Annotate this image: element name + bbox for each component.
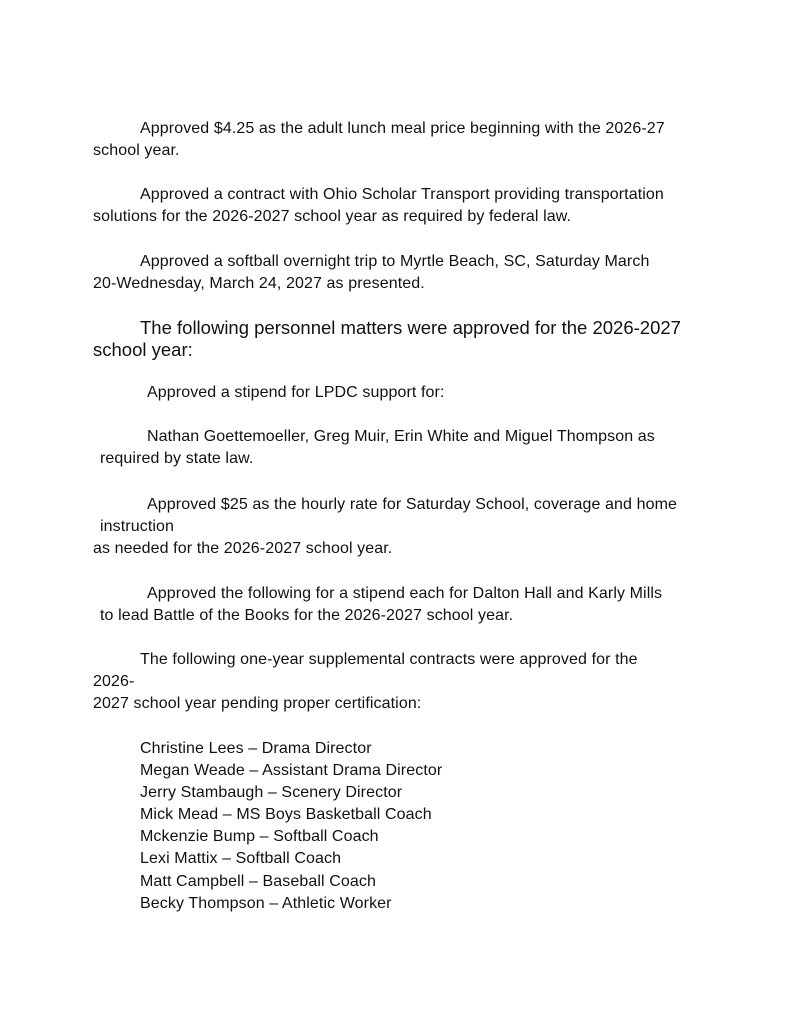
lpdc-names-line-1: Nathan Goettemoeller, Greg Muir, Erin White and Miguel Thompson as — [147, 428, 655, 445]
lpdc-names-line-2: required by state law. — [100, 450, 254, 467]
contract-list-item: Becky Thompson – Athletic Worker — [140, 895, 392, 912]
transport-contract-line-1: Approved a contract with Ohio Scholar Transport providing transportation — [140, 186, 664, 203]
hourly-rate-line-2: instruction — [100, 518, 175, 535]
softball-trip-line-1: Approved a softball overnight trip to Myrtle Beach, SC, Saturday March — [140, 253, 650, 270]
supplemental-intro-line-2: 2026- — [93, 673, 135, 690]
supplemental-intro-line-3: 2027 school year pending proper certification: — [93, 695, 422, 712]
battle-books-line-2: to lead Battle of the Books for the 2026-2027 school year. — [100, 607, 514, 624]
personnel-heading-line-2: school year: — [93, 339, 193, 360]
contract-list-item: Christine Lees – Drama Director — [140, 740, 372, 757]
contract-list-item: Matt Campbell – Baseball Coach — [140, 873, 377, 890]
lunch-price-line-2: school year. — [93, 142, 180, 159]
transport-contract-line-2: solutions for the 2026-2027 school year as required by federal law. — [93, 208, 572, 225]
hourly-rate-line-3: as needed for the 2026-2027 school year. — [93, 540, 393, 557]
supplemental-intro-line-1: The following one-year supplemental contracts were approved for the — [140, 651, 638, 668]
contract-list-item: Megan Weade – Assistant Drama Director — [140, 762, 443, 779]
contract-list-item: Mick Mead – MS Boys Basketball Coach — [140, 806, 432, 823]
softball-trip-line-2: 20-Wednesday, March 24, 2027 as presented. — [93, 275, 425, 292]
contract-list-item: Lexi Mattix – Softball Coach — [140, 850, 342, 867]
battle-books-line-1: Approved the following for a stipend each for Dalton Hall and Karly Mills — [147, 585, 663, 602]
lunch-price-line-1: Approved $4.25 as the adult lunch meal price beginning with the 2026-27 — [140, 120, 665, 137]
contract-list-item: Jerry Stambaugh – Scenery Director — [140, 784, 403, 801]
contract-list-item: Mckenzie Bump – Softball Coach — [140, 828, 379, 845]
hourly-rate-line-1: Approved $25 as the hourly rate for Saturday School, coverage and home — [147, 496, 677, 513]
lpdc-stipend-line: Approved a stipend for LPDC support for: — [147, 384, 445, 401]
personnel-heading-line-1: The following personnel matters were approved for the 2026-2027 — [140, 317, 681, 338]
